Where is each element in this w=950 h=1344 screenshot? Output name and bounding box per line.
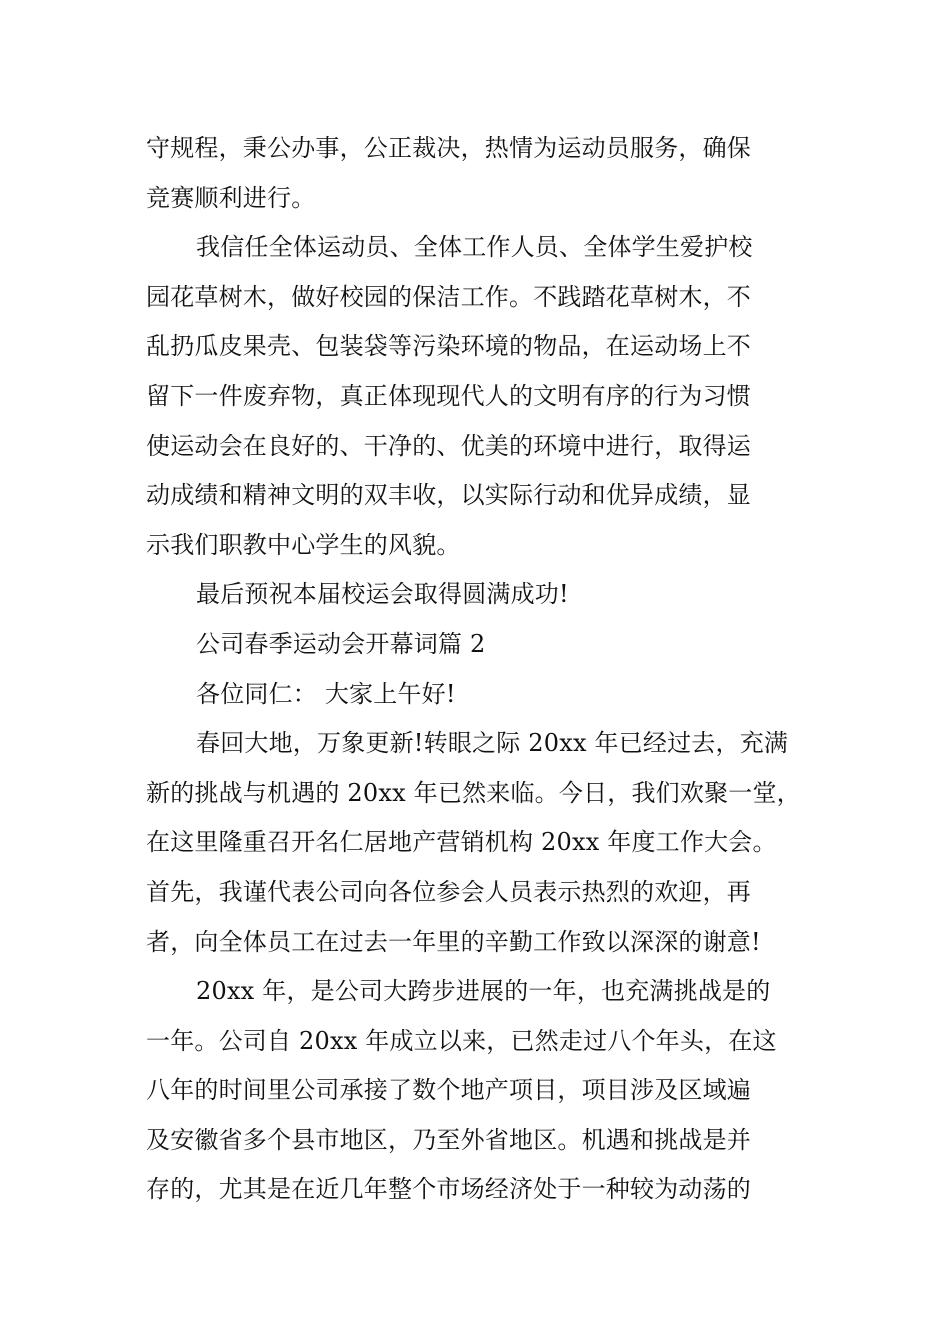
text-line: 及安徽省多个县市地区，乃至外省地区。机遇和挑战是并 (146, 1125, 751, 1154)
text-line: 园花草树木，做好校园的保洁工作。不践踏花草树木，不 (146, 282, 751, 311)
text-line: 首先，我谨代表公司向各位参会人员表示热烈的欢迎，再 (146, 877, 751, 906)
text-line: 新的挑战与机遇的 20xx 年已然来临。今日，我们欢聚一堂， (146, 778, 801, 807)
text-line: 春回大地，万象更新!转眼之际 20xx 年已经过去，充满 (196, 729, 789, 758)
text-line: 各位同仁： 大家上午好! (196, 679, 456, 708)
text-line: 守规程，秉公办事，公正裁决，热情为运动员服务，确保 (146, 134, 751, 162)
text-line: 乱扔瓜皮果壳、包装袋等污染环境的物品，在运动场上不 (146, 332, 751, 361)
text-line: 存的，尤其是在近几年整个市场经济处于一种较为动荡的 (146, 1175, 751, 1204)
text-line: 留下一件废弃物，真正体现现代人的文明有序的行为习惯 (146, 381, 751, 410)
document-body (146, 124, 806, 1215)
text-line: 最后预祝本届校运会取得圆满成功! (196, 580, 569, 609)
text-line: 20xx 年，是公司大跨步进展的一年，也充满挑战是的 (196, 977, 771, 1006)
text-line: 八年的时间里公司承接了数个地产项目，项目涉及区域遍 (146, 1076, 751, 1105)
text-line: 公司春季运动会开幕词篇 2 (196, 629, 486, 658)
text-line: 一年。公司自 20xx 年成立以来，已然走过八个年头，在这 (146, 1026, 777, 1055)
text-line: 我信任全体运动员、全体工作人员、全体学生爱护校 (196, 233, 753, 262)
text-line: 动成绩和精神文明的双丰收，以实际行动和优异成绩，显 (146, 481, 751, 510)
text-line: 者，向全体员工在过去一年里的辛勤工作致以深深的谢意! (146, 927, 761, 956)
text-line: 在这里隆重召开名仁居地产营销机构 20xx 年度工作大会。 (146, 828, 777, 857)
text-line: 示我们职教中心学生的风貌。 (146, 530, 461, 559)
text-line: 竞赛顺利进行。 (146, 183, 316, 212)
text-line: 使运动会在良好的、干净的、优美的环境中进行，取得运 (146, 431, 751, 460)
